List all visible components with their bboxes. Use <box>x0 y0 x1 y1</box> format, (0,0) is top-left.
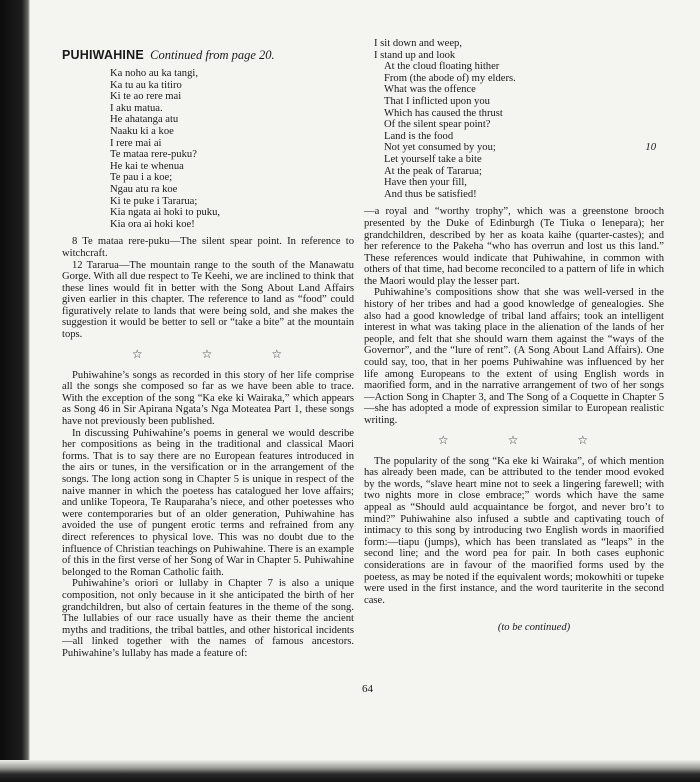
page-header <box>62 48 354 63</box>
article-title: PUHIWAHINE <box>62 48 144 62</box>
poem-line: Ka tu au ka titiro <box>110 79 182 91</box>
section-divider-stars: ☆ ☆ ☆ <box>437 432 617 447</box>
poem-line: I rere mai ai <box>110 137 162 149</box>
footnote-8: 8 Te mataa rere-puku—The silent spear point. In reference to witchcraft. <box>62 236 354 259</box>
body-paragraph: Puhiwahine’s oriori or lullaby in Chapter 7 is also a unique composition, not only because in it she anticipated the birth of her grandchildren, but also of certain features in the theme of the song. The lullabies of our race usually have as their theme the ancient myths and traditions, the tribal battles, and other historical incidents—all linked together with the names of famous ancestors. Puhiwahine’s lullaby has made a feature of: <box>62 578 354 659</box>
poem-line: Te mataa rere-puku? <box>110 149 197 161</box>
to-be-continued: (to be continued) <box>497 622 571 634</box>
poem-line: That I inflicted upon you <box>384 95 490 107</box>
poem-line: Ki te ao rere mai <box>110 91 182 103</box>
poem-line: Which has caused the thrust <box>384 107 503 119</box>
poem-line: He ahatanga atu <box>110 114 179 126</box>
footnote-12: 12 Tararua—The mountain range to the south of the Manawatu Gorge. With all due respect to Te Keehi, we are inclined to think that these lines would fit in better with the Song About Land Affairs given earlier in this chapter. The reference to land as “food” could figuratively relate to lands that were being sold, and she makes the suggestion it would be better to sell or “take a bite” at the mountain tops. <box>62 259 354 341</box>
poem-line: From (the abode of) my elders. <box>384 72 516 84</box>
poem-line: At the cloud floating hither <box>384 61 500 73</box>
poem-line: Ngau atu ra koe <box>110 183 178 195</box>
continued-from-label: Continued from page 20. <box>150 48 275 62</box>
poem-line: Te pau i a koe; <box>110 172 173 184</box>
section-divider-stars: ☆ ☆ ☆ <box>131 346 311 361</box>
poem-line: What was the offence <box>384 84 476 96</box>
poem-line: Have then your fill, <box>384 177 467 189</box>
scan-shadow-left <box>0 0 30 782</box>
poem-line-10 <box>384 142 664 154</box>
poem-line: And thus be satisfied! <box>384 188 477 200</box>
poem-line: I sit down and weep, <box>374 38 462 49</box>
maori-poem <box>110 68 354 230</box>
poem-line: Ki te puke i Tararua; <box>110 195 198 207</box>
poem-line: Naaku ki a koe <box>110 125 174 137</box>
poem-line: I aku matua. <box>110 102 163 114</box>
poem-line: Ka noho au ka tangi, <box>110 68 198 79</box>
page-number: 64 <box>362 683 373 695</box>
english-poem <box>374 38 664 200</box>
line-number: 10 <box>645 142 656 154</box>
body-paragraph: Puhiwahine’s compositions show that she was well-versed in the history of her tribes and had a good knowledge of genealogies. She also had a good knowledge of tribal land affairs; took an intelligent interest in what was taking place in the alienation of the lands of her people, and felt that she should warn them against the “ways of the Governor”, and the “lure of rent”. (A Song About Land Affairs). One could say, too, that in her poems Puhiwahine was influenced by her life among Europeans to the extent of using English words in maorified form, and in the narrative arrangement of two of her songs—Action Song in Chapter 3, and The Song of a Coquette in Chapter 5—she has adopted a mode of expression similar to European realistic writing. <box>364 287 664 426</box>
poem-line: Kia ngata ai hoki to puku, <box>110 207 221 219</box>
poem-line: He kai te whenua <box>110 160 184 172</box>
poem-line-text: Not yet consumed by you; <box>384 142 496 154</box>
left-column <box>62 40 354 660</box>
body-paragraph: In discussing Puhiwahine’s poems in general we would describe her compositions as being in the traditional and classical Maori forms. That is to say there are no European features introduced in the airs or tunes, in the versification or in the arrangement of the songs. The long action song in Chapter 5 is unique in respect of the naive manner in which the poetess has catalogued her love affairs; and unlike Topeora, Te Rauparaha’s niece, and other poetesses who were contemporaries but of an older generation, Puhiwahine has avoided the use of pungent erotic terms and refrained from any direct references to physical love. This was no doubt due to the influence of Christian teachings on Puhiwahine. There is an example of this in the first verse of her Song of War in Chapter 5. Puhiwahine belonged to the Roman Catholic faith. <box>62 427 354 578</box>
body-paragraph: Puhiwahine’s songs as recorded in this story of her life comprise all the songs she composed so far as we have been able to trace. With the exception of the song “Ka eke ki Wairaka,” which appears as Song 46 in Sir Apirana Ngata’s Nga Moteatea Part 1, these songs have not previously been published. <box>62 369 354 428</box>
right-column <box>364 40 664 633</box>
magazine-page <box>62 40 672 740</box>
body-paragraph: —a royal and “worthy trophy”, which was a greenstone brooch presented by the Duke of Edinburgh (Te Tiuka o Ienepara); her grandchildren, described by her as koata kaihe (quarter-castes); and her reference to the Pakeha “who has overrun and lost us this land.” These references would indicate that Puhiwahine, in common with others of that time, had become reconciled to a pattern of life in which the Maori would play the lesser part. <box>364 206 664 287</box>
poem-line: Land is the food <box>384 130 454 142</box>
poem-line: At the peak of Tararua; <box>384 165 482 177</box>
body-paragraph: The popularity of the song “Ka eke ki Wairaka”, of which mention has already been made, can be attributed to the tender mood evoked by the words, “slave heart mine not to seek a lingering farewell; with two nights more in close embrace;” words which have the same appeal as “Should auld acquaintance be forgot, and never bro’t to mind?” Puhiwahine also infused a subtle and captivating touch of intimacy to this song by introducing two English words in maorified form:—tiapu (jumps), which has been translated as “leaps” in the second line; and the word pea for pair. In both cases euphonic considerations are in favour of the maorified forms used by the poetess, as may be noted if the equivalent words; mokowhiti or tupeke were used in the first instance, and the word tauriterite in the second case. <box>364 455 664 606</box>
poem-line: Let yourself take a bite <box>384 153 482 165</box>
poem-line: Kia ora ai hoki koe! <box>110 218 195 230</box>
scan-shadow-bottom <box>0 760 700 782</box>
poem-line: Of the silent spear point? <box>384 119 491 131</box>
poem-line: I stand up and look <box>374 49 456 61</box>
